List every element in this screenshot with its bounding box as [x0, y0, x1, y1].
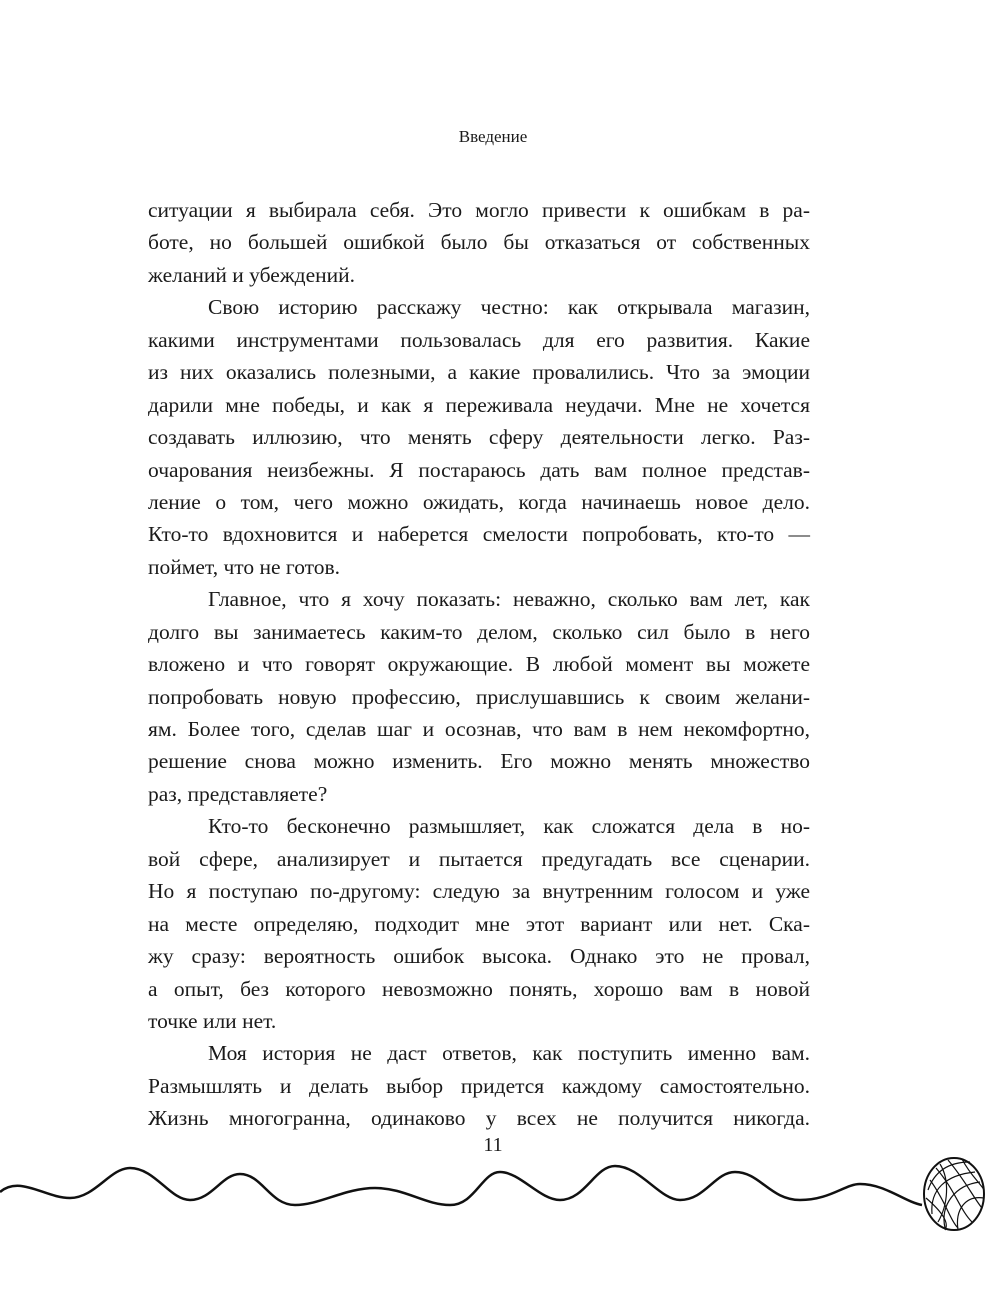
text-line: решение снова можно изменить. Его можно менять множество	[148, 749, 810, 774]
text-line: а опыт, без которого невозможно понять, хорошо вам в новой	[148, 976, 810, 1001]
text-line: боте, но большей ошибкой было бы отказаться от собственных	[148, 230, 810, 255]
text-line: создавать иллюзию, что менять сферу деятельности легко. Раз-	[148, 425, 810, 450]
page-number: 11	[483, 1134, 503, 1156]
text-line: жу сразу: вероятность ошибок высока. Однако это не провал,	[148, 944, 810, 969]
text-line: Кто-то вдохновится и наберется смелости попробовать, кто-то —	[148, 522, 810, 547]
text-line: Жизнь многогранна, одинаково у всех не получится никогда.	[148, 1106, 810, 1131]
text-line: попробовать новую профессию, прислушавшись к своим желани-	[148, 684, 810, 709]
text-line: Кто-то бесконечно размышляет, как сложатся дела в но-	[208, 814, 810, 839]
text-line: Моя история не даст ответов, как поступить именно вам.	[208, 1041, 810, 1066]
text-line: Но я поступаю по-другому: следую за внутренним голосом и уже	[148, 879, 810, 904]
text-line: желаний и убеждений.	[148, 262, 356, 287]
text-line: ситуации я выбирала себя. Это могло привести к ошибкам в ра-	[148, 198, 810, 222]
text-line: долго вы занимаетесь каким-то делом, сколько сил было в него	[148, 619, 810, 644]
text-line: вой сфере, анализирует и пытается предугадать все сценарии.	[148, 846, 810, 871]
paragraph	[148, 1037, 810, 1134]
text-line: точке или нет.	[148, 1008, 277, 1033]
text-line: очарования неизбежны. Я постараюсь дать вам полное представ-	[148, 457, 810, 482]
thread-line	[0, 1166, 922, 1205]
yarn-ball	[924, 1158, 984, 1230]
paragraph	[148, 194, 810, 291]
yarn-ball-thread-icon	[0, 1150, 986, 1240]
paragraph	[148, 291, 810, 583]
text-line: ление о том, чего можно ожидать, когда начинаешь новое дело.	[148, 489, 810, 514]
text-line: раз, представляете?	[148, 781, 328, 806]
paragraph	[148, 810, 810, 1037]
text-line: из них оказались полезными, а какие провалились. Что за эмоции	[148, 360, 810, 385]
text-line: какими инструментами пользовалась для его развития. Какие	[148, 327, 810, 352]
text-line: дарили мне победы, и как я переживала неудачи. Мне не хочется	[148, 392, 810, 417]
text-line: Свою историю расскажу честно: как открывала магазин,	[208, 295, 810, 320]
body-text	[148, 194, 810, 1135]
text-line: на месте определяю, подходит мне этот вариант или нет. Ска-	[148, 911, 810, 936]
running-header: Введение	[458, 127, 528, 146]
text-line: ям. Более того, сделав шаг и осознав, что вам в нем некомфортно,	[148, 717, 810, 741]
paragraph	[148, 583, 810, 810]
text-line: Главное, что я хочу показать: неважно, сколько вам лет, как	[208, 587, 810, 612]
text-line: вложено и что говорят окружающие. В любой момент вы можете	[148, 652, 810, 677]
text-line: Размышлять и делать выбор придется каждому самостоятельно.	[148, 1073, 810, 1098]
text-line: поймет, что не готов.	[148, 554, 341, 579]
